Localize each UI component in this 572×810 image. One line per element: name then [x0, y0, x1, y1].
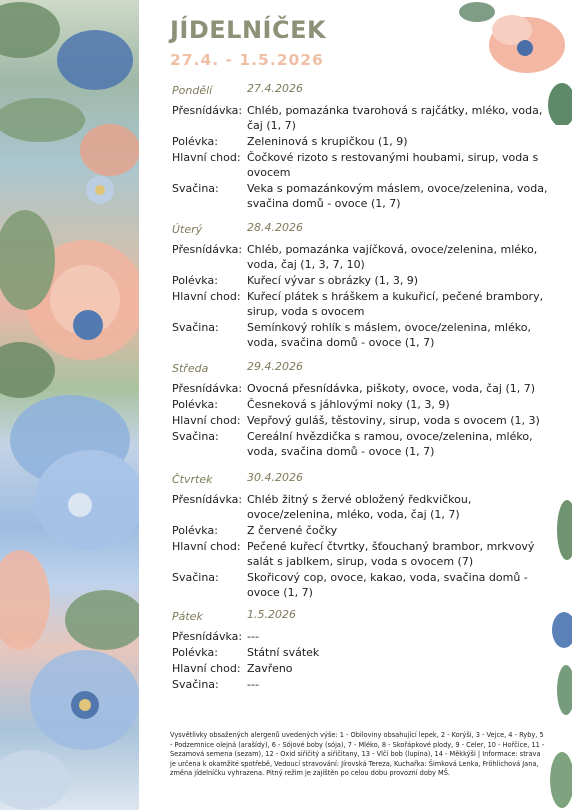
meal-label: Hlavní chod: — [172, 540, 241, 553]
meal-row-snack — [172, 381, 552, 396]
meal-value: Vepřový guláš, těstoviny, sirup, voda s ovocem (1, 3) — [247, 414, 540, 427]
meal-value: Zavřeno — [247, 662, 293, 675]
meal-value: Kuřecí plátek s hráškem a kukuřicí, pečené brambory, sirup, voda s ovocem — [247, 290, 544, 318]
day-name: Úterý — [172, 223, 203, 236]
meal-row-main — [172, 413, 552, 428]
meal-value: Chléb, pomazánka vajíčková, ovoce/zelenina, mléko, voda, čaj (1, 3, 7, 10) — [247, 243, 538, 271]
meal-label: Přesnídávka: — [172, 243, 243, 256]
meal-value: Ovocná přesnídávka, piškoty, ovoce, voda, čaj (1, 7) — [247, 382, 536, 395]
day-date: 30.4.2026 — [247, 471, 303, 484]
meal-value: Cereální hvězdička s ramou, ovoce/zelenina, mléko, voda, svačina domů - ovoce (1, 7) — [247, 430, 533, 458]
meal-value: Semínkový rohlík s máslem, ovoce/zelenina, mléko, voda, svačina domů - ovoce (1, 7) — [247, 321, 531, 349]
meal-label: Polévka: — [172, 646, 218, 659]
meal-row-snack — [172, 103, 552, 133]
day-block-wednesday — [172, 362, 552, 459]
meal-row-main — [172, 289, 552, 319]
meal-label: Svačina: — [172, 182, 219, 195]
floral-decoration — [0, 0, 139, 810]
day-date: 27.4.2026 — [247, 82, 303, 95]
meal-value: Skořicový cop, ovoce, kakao, voda, svačina domů - ovoce (1, 7) — [247, 571, 528, 599]
day-name: Čtvrtek — [172, 473, 213, 486]
meal-row-afternoon — [172, 181, 552, 211]
meal-row-afternoon — [172, 570, 552, 600]
meal-value: Chléb, pomazánka tvarohová s rajčátky, mléko, voda, čaj (1, 7) — [247, 104, 543, 132]
meal-label: Svačina: — [172, 678, 219, 691]
meal-row-afternoon — [172, 320, 552, 350]
meal-value: Kuřecí vývar s obrázky (1, 3, 9) — [247, 274, 419, 287]
meal-value: Státní svátek — [247, 646, 320, 659]
meal-label: Přesnídávka: — [172, 104, 243, 117]
meal-row-afternoon — [172, 429, 552, 459]
day-date: 1.5.2026 — [247, 608, 296, 621]
meal-row-afternoon — [172, 677, 552, 692]
meal-row-main — [172, 661, 552, 676]
day-block-monday — [172, 84, 552, 211]
meal-row-soup — [172, 523, 552, 538]
meal-label: Svačina: — [172, 321, 219, 334]
day-name: Pátek — [172, 610, 203, 623]
meal-label: Hlavní chod: — [172, 414, 241, 427]
meal-value: Čočkové rizoto s restovanými houbami, sirup, voda s ovocem — [247, 151, 539, 179]
meal-label: Polévka: — [172, 398, 218, 411]
meal-value: Chléb žitný s žervé obložený ředkvičkou, ovoce/zelenina, mléko, voda, čaj (1, 7) — [247, 493, 472, 521]
meal-label: Polévka: — [172, 524, 218, 537]
meal-row-snack — [172, 492, 552, 522]
day-block-friday — [172, 610, 552, 692]
day-date: 29.4.2026 — [247, 360, 303, 373]
week-date-range: 27.4. - 1.5.2026 — [170, 51, 324, 69]
day-name: Středa — [172, 362, 209, 375]
meal-row-soup — [172, 273, 552, 288]
meal-value: Česneková s jáhlovými noky (1, 3, 9) — [247, 398, 450, 411]
meal-label: Hlavní chod: — [172, 290, 241, 303]
meal-value: Veka s pomazánkovým máslem, ovoce/zelenina, voda, svačina domů - ovoce (1, 7) — [247, 182, 548, 210]
meal-label: Svačina: — [172, 571, 219, 584]
meal-value: --- — [247, 678, 259, 691]
day-date: 28.4.2026 — [247, 221, 303, 234]
floral-side-panel — [0, 0, 139, 810]
meal-row-snack — [172, 629, 552, 644]
allergen-footnote: Vysvětlivky obsažených alergenů uvedených výše: 1 - Obiloviny obsahující lepek, 2 - Korýši, 3 - Vejce, 4 - Ryby, 5 - Podzemnice olejná (arašídy), 6 - Sójové boby (sója), 7 - Mléko, 8 - Skořápkové plody, 9 - Celer, 10 - Hořčice, 11 - Sezamová semena (sezam), 12 - Oxid siřičitý a siřičitany, 13 - Vlčí bob (lupina), 14 - Měkkýši | Informace: strava je určena k okamžité spotřebě, Vedoucí stravování: Jírovská Tereza, Kuchařka: Šimková Lenka, Fröhlichová Jana, změna jídelníčku vyhrazena. Pitný režim je zajištěn po celou dobu provozní doby MŠ. — [170, 731, 545, 778]
meal-label: Polévka: — [172, 274, 218, 287]
meal-value: Z červené čočky — [247, 524, 338, 537]
meal-value: Pečené kuřecí čtvrtky, šťouchaný brambor, mrkvový salát s jablkem, sirup, voda s ovocem (7) — [247, 540, 535, 568]
meal-label: Přesnídávka: — [172, 382, 243, 395]
meal-row-snack — [172, 242, 552, 272]
meal-row-soup — [172, 645, 552, 660]
meal-label: Hlavní chod: — [172, 662, 241, 675]
meal-label: Polévka: — [172, 135, 218, 148]
meal-row-main — [172, 150, 552, 180]
meal-label: Hlavní chod: — [172, 151, 241, 164]
meal-row-soup — [172, 397, 552, 412]
page-title: JÍDELNÍČEK — [170, 16, 327, 44]
day-block-thursday — [172, 473, 552, 600]
meal-row-soup — [172, 134, 552, 149]
day-name: Pondělí — [172, 84, 213, 97]
meal-label: Svačina: — [172, 430, 219, 443]
meal-row-main — [172, 539, 552, 569]
meal-value: --- — [247, 630, 259, 643]
meal-label: Přesnídávka: — [172, 630, 243, 643]
meal-value: Zeleninová s krupičkou (1, 9) — [247, 135, 408, 148]
meal-label: Přesnídávka: — [172, 493, 243, 506]
day-block-tuesday — [172, 223, 552, 350]
